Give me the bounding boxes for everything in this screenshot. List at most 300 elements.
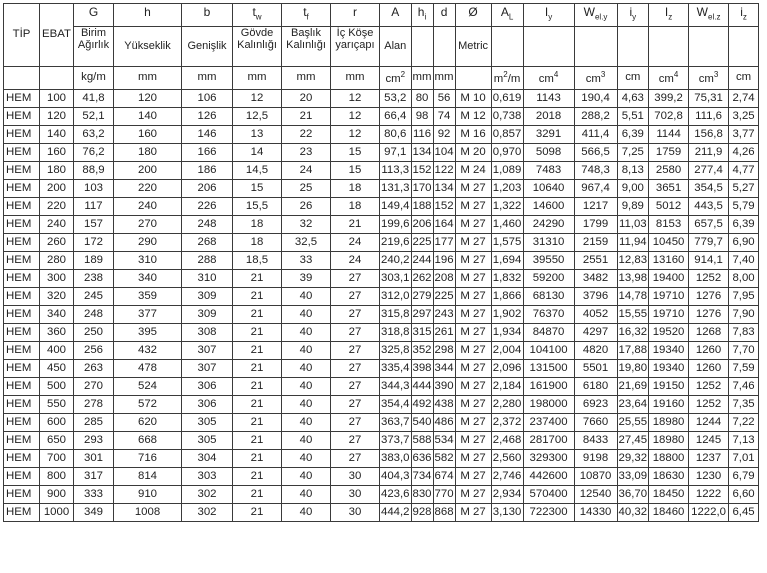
symbol-Iz: I xyxy=(664,5,669,19)
header-A xyxy=(380,4,412,27)
table-cell: 5012 xyxy=(649,198,689,216)
table-cell: 2,280 xyxy=(491,396,523,414)
desc-Welz xyxy=(689,27,729,67)
table-cell: 734 xyxy=(411,468,433,486)
table-cell: 180 xyxy=(114,144,182,162)
table-cell: 320 xyxy=(40,288,74,306)
table-cell: M 27 xyxy=(455,414,491,432)
table-cell: 18460 xyxy=(649,504,689,522)
table-cell: 1260 xyxy=(689,360,729,378)
table-cell: 7,70 xyxy=(729,342,759,360)
table-cell: 928 xyxy=(411,504,433,522)
table-cell: 12 xyxy=(331,126,380,144)
table-cell: 309 xyxy=(182,306,233,324)
header-r xyxy=(331,4,380,27)
table-cell: 21 xyxy=(233,306,282,324)
table-cell: 1,694 xyxy=(491,252,523,270)
table-cell: 208 xyxy=(433,270,455,288)
table-cell: 27 xyxy=(331,342,380,360)
table-cell: 1276 xyxy=(689,288,729,306)
desc-h xyxy=(114,27,182,67)
table-cell: 240 xyxy=(114,198,182,216)
table-cell: 302 xyxy=(182,504,233,522)
table-cell: 39 xyxy=(282,270,331,288)
header-d xyxy=(433,4,455,27)
table-cell: 18630 xyxy=(649,468,689,486)
table-cell: 237400 xyxy=(523,414,574,432)
table-cell: 7,13 xyxy=(729,432,759,450)
table-cell: 27 xyxy=(331,378,380,396)
symbol-d: d xyxy=(440,5,448,19)
table-cell: 220 xyxy=(40,198,74,216)
table-cell: 390 xyxy=(433,378,455,396)
table-cell: 1,460 xyxy=(491,216,523,234)
unit-Iz-text: cm xyxy=(658,72,674,85)
symbol-tf: t xyxy=(303,5,307,19)
symbol-hi-sub: i xyxy=(424,12,427,22)
table-cell: 18 xyxy=(331,180,380,198)
table-cell: 308 xyxy=(182,324,233,342)
table-cell: 24 xyxy=(331,234,380,252)
table-cell: 21 xyxy=(233,432,282,450)
table-row xyxy=(4,234,759,252)
table-cell: 256 xyxy=(74,342,114,360)
table-cell: 19,80 xyxy=(617,360,649,378)
table-cell: 53,2 xyxy=(380,90,412,108)
table-cell: 106 xyxy=(182,90,233,108)
table-cell: 15,55 xyxy=(617,306,649,324)
table-cell: 6,90 xyxy=(729,234,759,252)
table-cell: 279 xyxy=(411,288,433,306)
table-cell: M 20 xyxy=(455,144,491,162)
symbol-tw: t xyxy=(252,5,256,19)
desc-A xyxy=(380,27,412,67)
desc-tf-line1: Başlık xyxy=(291,27,321,39)
table-cell: 27 xyxy=(331,360,380,378)
table-cell: 40 xyxy=(282,414,331,432)
table-cell: 111,6 xyxy=(689,108,729,126)
table-cell: 177 xyxy=(433,234,455,252)
table-cell: 373,7 xyxy=(380,432,412,450)
table-cell: 534 xyxy=(433,432,455,450)
unit-hi-text: mm xyxy=(412,71,432,84)
table-row xyxy=(4,504,759,522)
table-cell: 166 xyxy=(182,144,233,162)
unit-phi xyxy=(455,67,491,90)
table-cell: 657,5 xyxy=(689,216,729,234)
table-cell: 84870 xyxy=(523,324,574,342)
table-cell: 540 xyxy=(411,414,433,432)
table-cell: 80,6 xyxy=(380,126,412,144)
table-cell: M 27 xyxy=(455,450,491,468)
desc-d xyxy=(433,27,455,67)
table-cell: 220 xyxy=(114,180,182,198)
table-cell: 2,096 xyxy=(491,360,523,378)
table-cell: 100 xyxy=(40,90,74,108)
table-cell: 116 xyxy=(411,126,433,144)
table-cell: 21 xyxy=(233,468,282,486)
table-cell: 226 xyxy=(182,198,233,216)
table-cell: 404,3 xyxy=(380,468,412,486)
table-cell: 4820 xyxy=(574,342,617,360)
header-AL xyxy=(491,4,523,27)
table-cell: 450 xyxy=(40,360,74,378)
table-cell: 262 xyxy=(411,270,433,288)
symbol-r: r xyxy=(353,5,357,19)
table-cell: 27 xyxy=(331,288,380,306)
table-cell: 41,8 xyxy=(74,90,114,108)
table-cell: 3651 xyxy=(649,180,689,198)
table-cell: 716 xyxy=(114,450,182,468)
table-cell: HEM xyxy=(4,450,40,468)
table-cell: 814 xyxy=(114,468,182,486)
table-cell: HEM xyxy=(4,414,40,432)
table-cell: 10870 xyxy=(574,468,617,486)
table-cell: 13160 xyxy=(649,252,689,270)
table-cell: 722300 xyxy=(523,504,574,522)
table-cell: 206 xyxy=(182,180,233,198)
table-cell: 570400 xyxy=(523,486,574,504)
table-cell: 21 xyxy=(233,378,282,396)
table-cell: 444 xyxy=(411,378,433,396)
table-cell: 325,8 xyxy=(380,342,412,360)
table-row xyxy=(4,108,759,126)
table-cell: 19710 xyxy=(649,288,689,306)
symbol-Wely: W xyxy=(583,5,595,19)
table-cell: 113,3 xyxy=(380,162,412,180)
table-cell: 7,01 xyxy=(729,450,759,468)
desc-iy xyxy=(617,27,649,67)
table-cell: 56 xyxy=(433,90,455,108)
unit-Iz xyxy=(649,67,689,90)
table-cell: 2,184 xyxy=(491,378,523,396)
table-cell: 1244 xyxy=(689,414,729,432)
table-cell: 1222 xyxy=(689,486,729,504)
table-cell: 1,934 xyxy=(491,324,523,342)
table-cell: 9198 xyxy=(574,450,617,468)
table-cell: 360 xyxy=(40,324,74,342)
unit-tf xyxy=(282,67,331,90)
table-cell: 98 xyxy=(411,108,433,126)
table-cell: 550 xyxy=(40,396,74,414)
table-cell: 340 xyxy=(40,306,74,324)
table-cell: 400 xyxy=(40,342,74,360)
desc-AL xyxy=(491,27,523,67)
table-cell: 200 xyxy=(114,162,182,180)
table-cell: 134 xyxy=(411,144,433,162)
table-cell: 250 xyxy=(74,324,114,342)
table-cell: 354,5 xyxy=(689,180,729,198)
symbol-Iz-sub: z xyxy=(668,12,673,22)
table-cell: HEM xyxy=(4,90,40,108)
table-cell: HEM xyxy=(4,144,40,162)
table-cell: 68130 xyxy=(523,288,574,306)
table-cell: 32,5 xyxy=(282,234,331,252)
table-cell: 27 xyxy=(331,414,380,432)
desc-b-text: Genişlik xyxy=(187,39,227,52)
table-cell: 290 xyxy=(114,234,182,252)
table-cell: 868 xyxy=(433,504,455,522)
table-cell: 7,35 xyxy=(729,396,759,414)
table-row xyxy=(4,198,759,216)
table-cell: 19710 xyxy=(649,306,689,324)
table-cell: 27 xyxy=(331,324,380,342)
symbol-iy-sub: y xyxy=(632,12,637,22)
table-cell: 248 xyxy=(74,306,114,324)
table-cell: 1759 xyxy=(649,144,689,162)
table-cell: 8153 xyxy=(649,216,689,234)
table-cell: 240 xyxy=(40,216,74,234)
table-cell: 19340 xyxy=(649,342,689,360)
desc-G-line2: Ağırlık xyxy=(77,38,110,51)
table-cell: 270 xyxy=(114,216,182,234)
table-cell: 23 xyxy=(282,144,331,162)
table-cell: 8,13 xyxy=(617,162,649,180)
table-cell: 2018 xyxy=(523,108,574,126)
table-cell: 260 xyxy=(40,234,74,252)
table-cell: 117 xyxy=(74,198,114,216)
table-cell: 11,03 xyxy=(617,216,649,234)
table-cell: 297 xyxy=(411,306,433,324)
table-cell: 900 xyxy=(40,486,74,504)
table-cell: M 10 xyxy=(455,90,491,108)
table-cell: 305 xyxy=(182,432,233,450)
unit-AL xyxy=(491,67,523,90)
header-phi xyxy=(455,4,491,27)
table-cell: 967,4 xyxy=(574,180,617,198)
table-cell: 335,4 xyxy=(380,360,412,378)
table-cell: 25 xyxy=(282,180,331,198)
table-cell: 1,089 xyxy=(491,162,523,180)
symbol-iz: i xyxy=(740,5,743,19)
table-cell: 3796 xyxy=(574,288,617,306)
desc-tw-line2: Kalınlığı xyxy=(237,38,277,51)
table-row xyxy=(4,342,759,360)
table-cell: 24 xyxy=(331,252,380,270)
table-cell: 310 xyxy=(182,270,233,288)
table-cell: HEM xyxy=(4,198,40,216)
table-row xyxy=(4,486,759,504)
table-row xyxy=(4,288,759,306)
table-cell: 492 xyxy=(411,396,433,414)
table-cell: M 16 xyxy=(455,126,491,144)
table-cell: 24 xyxy=(282,162,331,180)
table-cell: 27 xyxy=(331,306,380,324)
table-cell: 1217 xyxy=(574,198,617,216)
table-cell: 318,8 xyxy=(380,324,412,342)
table-cell: 2,004 xyxy=(491,342,523,360)
unit-AL-sup: 2 xyxy=(503,69,508,79)
header-h xyxy=(114,4,182,27)
table-cell: 636 xyxy=(411,450,433,468)
table-cell: HEM xyxy=(4,486,40,504)
table-cell: 40 xyxy=(282,288,331,306)
table-cell: 39550 xyxy=(523,252,574,270)
table-cell: 354,4 xyxy=(380,396,412,414)
header-hi xyxy=(411,4,433,27)
table-cell: 280 xyxy=(40,252,74,270)
table-cell: 5,51 xyxy=(617,108,649,126)
table-cell: M 27 xyxy=(455,234,491,252)
table-cell: HEM xyxy=(4,504,40,522)
table-cell: M 27 xyxy=(455,378,491,396)
unit-Welz-text: cm xyxy=(698,72,714,85)
unit-Iy-text: cm xyxy=(538,72,554,85)
header-Iy xyxy=(523,4,574,27)
table-cell: 12 xyxy=(331,108,380,126)
unit-G xyxy=(74,67,114,90)
hem-profile-table xyxy=(3,3,759,522)
table-cell: 10450 xyxy=(649,234,689,252)
table-cell: 2,746 xyxy=(491,468,523,486)
table-cell: 18980 xyxy=(649,432,689,450)
table-cell: 700 xyxy=(40,450,74,468)
table-cell: 3,25 xyxy=(729,108,759,126)
table-row xyxy=(4,144,759,162)
table-cell: 310 xyxy=(114,252,182,270)
table-cell: 383,0 xyxy=(380,450,412,468)
table-cell: 423,6 xyxy=(380,486,412,504)
table-cell: 120 xyxy=(40,108,74,126)
desc-phi xyxy=(455,27,491,67)
table-cell: M 27 xyxy=(455,270,491,288)
table-cell: 26 xyxy=(282,198,331,216)
table-cell: 92 xyxy=(433,126,455,144)
table-cell: 270 xyxy=(74,378,114,396)
table-row xyxy=(4,216,759,234)
unit-AL-rest: /m xyxy=(507,72,521,85)
table-cell: 9,89 xyxy=(617,198,649,216)
table-row xyxy=(4,90,759,108)
table-cell: 306 xyxy=(182,378,233,396)
table-row xyxy=(4,270,759,288)
symbol-h: h xyxy=(144,5,151,19)
table-cell: 307 xyxy=(182,342,233,360)
unit-Iy xyxy=(523,67,574,90)
table-cell: 1144 xyxy=(649,126,689,144)
table-cell: 188 xyxy=(411,198,433,216)
table-cell: 1,902 xyxy=(491,306,523,324)
profile-table-container xyxy=(3,3,759,522)
table-cell: 307 xyxy=(182,360,233,378)
table-cell: 1,575 xyxy=(491,234,523,252)
table-cell: 572 xyxy=(114,396,182,414)
table-cell: 312,0 xyxy=(380,288,412,306)
symbol-hi: h xyxy=(417,5,425,19)
header-iz xyxy=(729,4,759,27)
table-cell: 40 xyxy=(282,504,331,522)
table-cell: 29,32 xyxy=(617,450,649,468)
table-cell: 1799 xyxy=(574,216,617,234)
table-cell: 80 xyxy=(411,90,433,108)
table-cell: 19150 xyxy=(649,378,689,396)
table-cell: 10640 xyxy=(523,180,574,198)
table-cell: 14 xyxy=(233,144,282,162)
table-cell: 344,3 xyxy=(380,378,412,396)
table-cell: 1260 xyxy=(689,342,729,360)
table-cell: M 12 xyxy=(455,108,491,126)
table-cell: 800 xyxy=(40,468,74,486)
desc-tf xyxy=(282,27,331,67)
header-tw xyxy=(233,4,282,27)
table-cell: 17,88 xyxy=(617,342,649,360)
unit-Iz-sup: 4 xyxy=(673,69,679,79)
table-cell: 443,5 xyxy=(689,198,729,216)
header-unit-row xyxy=(4,67,759,90)
table-cell: 76,2 xyxy=(74,144,114,162)
table-cell: 76370 xyxy=(523,306,574,324)
table-cell: 248 xyxy=(182,216,233,234)
table-cell: 170 xyxy=(411,180,433,198)
unit-h xyxy=(114,67,182,90)
table-cell: 160 xyxy=(40,144,74,162)
table-cell: 14,78 xyxy=(617,288,649,306)
table-cell: 303 xyxy=(182,468,233,486)
table-cell: 131,3 xyxy=(380,180,412,198)
unit-r xyxy=(331,67,380,90)
symbol-Welz-sub: el.z xyxy=(708,12,721,22)
table-cell: 59200 xyxy=(523,270,574,288)
table-cell: M 27 xyxy=(455,324,491,342)
table-cell: 7,46 xyxy=(729,378,759,396)
header-ebat-text: EBAT xyxy=(42,28,71,41)
table-cell: 104 xyxy=(433,144,455,162)
table-cell: 22 xyxy=(282,126,331,144)
unit-Welz-sup: 3 xyxy=(713,69,719,79)
unit-iz xyxy=(729,67,759,90)
header-G xyxy=(74,4,114,27)
table-cell: 15 xyxy=(233,180,282,198)
unit-tw-text: mm xyxy=(247,71,267,84)
unit-A-text: cm xyxy=(385,72,401,85)
unit-h-text: mm xyxy=(138,71,157,84)
table-cell: M 24 xyxy=(455,162,491,180)
table-cell: 1276 xyxy=(689,306,729,324)
table-cell: 40,32 xyxy=(617,504,649,522)
table-cell: 1252 xyxy=(689,378,729,396)
table-cell: 399,2 xyxy=(649,90,689,108)
table-cell: 14600 xyxy=(523,198,574,216)
table-cell: 12 xyxy=(233,90,282,108)
table-cell: 164 xyxy=(433,216,455,234)
table-cell: 278 xyxy=(74,396,114,414)
table-cell: 285 xyxy=(74,414,114,432)
table-cell: 363,7 xyxy=(380,414,412,432)
table-cell: 315,8 xyxy=(380,306,412,324)
table-cell: 27,45 xyxy=(617,432,649,450)
table-cell: 352 xyxy=(411,342,433,360)
table-cell: 21 xyxy=(233,450,282,468)
table-cell: 18980 xyxy=(649,414,689,432)
table-cell: 134 xyxy=(433,180,455,198)
table-cell: 600 xyxy=(40,414,74,432)
table-cell: 582 xyxy=(433,450,455,468)
table-cell: 288 xyxy=(182,252,233,270)
table-cell: 40 xyxy=(282,432,331,450)
table-cell: 33 xyxy=(282,252,331,270)
table-cell: 40 xyxy=(282,396,331,414)
table-cell: 200 xyxy=(40,180,74,198)
table-cell: 438 xyxy=(433,396,455,414)
table-cell: 5501 xyxy=(574,360,617,378)
symbol-tw-sub: w xyxy=(255,12,262,22)
header-iy xyxy=(617,4,649,27)
desc-G-line1: Birim xyxy=(80,27,107,39)
table-cell: 14330 xyxy=(574,504,617,522)
table-cell: 1000 xyxy=(40,504,74,522)
table-cell: HEM xyxy=(4,270,40,288)
desc-tf-line2: Kalınlığı xyxy=(286,38,326,51)
